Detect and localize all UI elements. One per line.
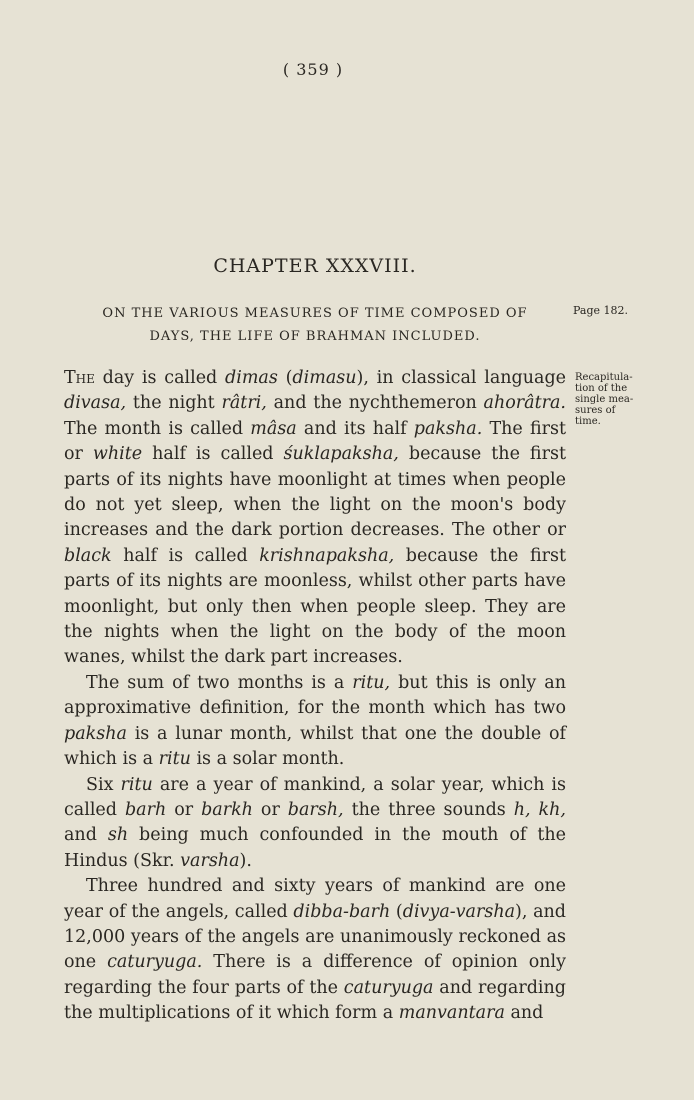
italic-term: caturyuga. (107, 952, 203, 973)
text-run: and (64, 825, 108, 846)
italic-term: dibba-barh (293, 901, 391, 922)
text-run: and (504, 1003, 544, 1024)
text-run: is a solar month. (190, 749, 345, 770)
italic-term: white (92, 444, 143, 465)
text-run: ( (390, 901, 403, 922)
text-run: half is called (142, 444, 284, 465)
text-run: being much confounded in the mouth of the Hindus (Skr. (64, 825, 566, 871)
text-run: because the first parts of its nights have moonlight at times when people do not yet sleep, when the light on the moon's body increases and the dark portion decreases. The other or (64, 444, 566, 541)
italic-term: râtri, (221, 393, 267, 414)
italic-term: black (64, 545, 112, 566)
text-run: is a lunar month, whilst that one the double of which is a (64, 723, 566, 770)
margin-note-line: Recapitula- (575, 372, 633, 383)
italic-term: barkh (201, 799, 253, 820)
text-run: day is called (94, 368, 226, 388)
text-run: There is a difference of opinion only regarding the four parts of the (64, 952, 566, 998)
text-run: and its half (296, 418, 414, 439)
italic-term: paksha. (413, 418, 483, 439)
chapter-subtitle (70, 302, 560, 348)
text-run: are a year of mankind, a solar year, which is called (64, 774, 566, 820)
body-text (64, 366, 566, 1027)
italic-term: barh (124, 799, 167, 820)
italic-term: dimasu (292, 368, 357, 388)
paragraph (64, 874, 566, 1026)
text-run: ), and 12,000 years of the angels are unanimously reckoned as one (64, 901, 567, 973)
text-run: because the first parts of its nights are moonless, whilst other parts have moonlight, but only then when people sleep. They are the nights when the light on the body of the moon wanes, whilst the dark part increases. (64, 545, 566, 668)
text-run: the night (126, 393, 222, 414)
text-run: Three hundred and sixty years of mankind are one year of the angels, called (64, 876, 566, 922)
margin-note-recapitulation (575, 372, 655, 427)
italic-term: sh (107, 825, 129, 846)
italic-term: barsh, (287, 799, 344, 820)
paragraph (64, 773, 566, 875)
italic-term: caturyuga (343, 977, 434, 998)
text-run: and the nychthemeron (266, 393, 484, 414)
text-run: ( (277, 368, 293, 388)
chapter-subtitle-line-2: DAYS, THE LIFE OF BRAHMAN INCLUDED. (149, 329, 481, 344)
text-run: the three sounds (343, 799, 514, 820)
italic-term: varsha (180, 850, 240, 871)
text-run: half is called (111, 545, 260, 566)
text-run: The sum of two months is a (86, 672, 353, 693)
text-run: Six (86, 774, 121, 795)
page-number: ( 359 ) (282, 60, 344, 79)
italic-term: ritu (120, 774, 153, 795)
margin-note-line: sures of (575, 405, 616, 416)
text-run: or (166, 799, 202, 820)
italic-term: dimas (225, 368, 278, 388)
margin-note-line: tion of the (575, 383, 628, 394)
text-run: The first or (64, 418, 566, 465)
italic-term: manvantara (398, 1003, 505, 1024)
italic-term: mâsa (250, 418, 297, 439)
text-run: but this is only an approximative definition, for the month which has two (64, 672, 566, 719)
margin-page-reference: Page 182. (573, 304, 629, 317)
text-run: The (64, 368, 95, 388)
text-run: ), in classical language (356, 368, 567, 388)
italic-term: krishnapaksha, (259, 545, 395, 566)
italic-term: h, kh, (513, 799, 566, 820)
italic-term: ahorâtra. (483, 393, 566, 414)
italic-term: śuklapaksha, (283, 444, 399, 465)
italic-term: ritu, (352, 672, 391, 693)
paragraph (64, 671, 566, 773)
paragraph (64, 366, 566, 671)
italic-term: paksha (64, 723, 127, 744)
margin-note-line: time. (575, 416, 601, 427)
italic-term: divasa, (64, 393, 127, 414)
italic-term: divya-varsha (402, 901, 516, 922)
chapter-subtitle-line-1: ON THE VARIOUS MEASURES OF TIME COMPOSED OF (102, 306, 528, 321)
text-run: or (252, 799, 288, 820)
text-run: The month is called (64, 418, 251, 439)
text-run: and regarding the multiplications of it which form a (64, 977, 567, 1024)
text-run: ). (239, 850, 252, 871)
italic-term: ritu (158, 749, 191, 770)
margin-note-line: single mea- (575, 394, 634, 405)
chapter-title: CHAPTER XXXVIII. (213, 255, 417, 277)
